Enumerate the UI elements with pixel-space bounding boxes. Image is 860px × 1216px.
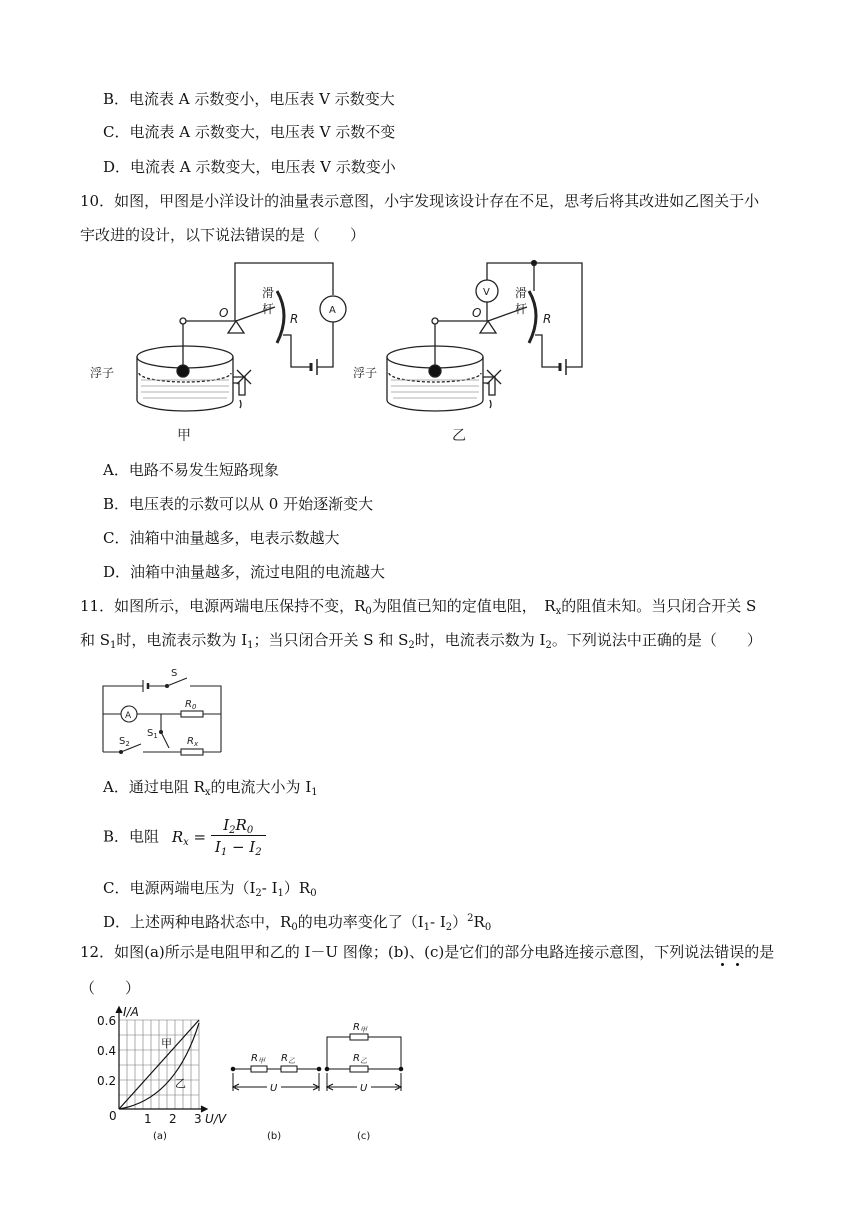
q11-stem-line1: 11．如图所示，电源两端电压保持不变，$R_0$为阻值已知的定值电阻， $R_x$的阻值未知。当只闭合开关 S (80, 597, 757, 617)
q11-option-d: D．上述两种电路状态中，$R_0$的电功率变化了（$I_1-$ $I_2)^2R_0$ (103, 913, 492, 933)
float-label: 浮子 (90, 366, 115, 380)
q9-option-d: D．电流表 A 示数变大，电压表 V 示数变小 (103, 158, 396, 176)
slide-label-bottom: 杆 (262, 302, 275, 316)
pivot-o-label-2: O (472, 306, 482, 320)
y-tick-02: 0.2 (97, 1074, 117, 1088)
q11-option-a: A．通过电阻 $R_x$的电流大小为 $I_1$ (103, 778, 318, 798)
pivot-o-label: O (219, 306, 229, 320)
q10-stem-line2: 宇改进的设计，以下说法错误的是（ ） (80, 226, 366, 244)
caption-yi: 乙 (452, 428, 466, 444)
origin-label: 0 (109, 1109, 117, 1123)
q10-option-a: A．电路不易发生短路现象 (103, 461, 279, 479)
fig-jia (137, 263, 346, 411)
r-yi-label-b: $R_乙$ (281, 1053, 295, 1065)
q12-stem-line2: （ ） (80, 979, 141, 997)
q11-option-c: C．电源两端电压为（$I_2-$ $I_1)R_0$ (103, 879, 317, 899)
q11-circuit (95, 662, 230, 762)
r0-label: $R_0$ (185, 699, 197, 711)
caption-jia: 甲 (177, 428, 191, 444)
y-axis-label: I/A (123, 1005, 139, 1019)
q10-stem-line1: 10．如图，甲图是小洋设计的油量表示意图，小宇发现该设计存在不足，思考后将其改进如乙图关于小 (80, 192, 760, 210)
curve-yi-label: 乙 (175, 1077, 186, 1090)
x-tick-1: 1 (144, 1112, 152, 1126)
ammeter-label: A (329, 305, 336, 316)
y-tick-06: 0.6 (97, 1014, 117, 1028)
resistor-r-label-2: R (543, 312, 552, 326)
float-label-2: 浮子 (353, 366, 378, 380)
q12-stem-line1: 12．如图(a)所示是电阻甲和乙的 I－U 图像；(b)、(c)是它们的部分电路连接示意图，下列说法错误的是 (80, 943, 775, 961)
r-yi-label-c: $R_乙$ (353, 1053, 367, 1065)
voltmeter-label: V (483, 287, 490, 298)
caption-c: (c) (357, 1131, 371, 1142)
rx-label: $R_x$ (187, 736, 199, 748)
slide-label-top-2: 滑 (515, 286, 528, 300)
q9-option-c: C．电流表 A 示数变大，电压表 V 示数不变 (103, 123, 396, 141)
parallel-circuit-c (325, 1022, 403, 1142)
caption-b: (b) (267, 1131, 282, 1142)
x-tick-2: 2 (169, 1112, 177, 1126)
curve-jia-label: 甲 (161, 1037, 172, 1050)
r-jia-label-b: $R_甲$ (251, 1053, 265, 1065)
q12-figure (97, 1005, 415, 1145)
r-jia-label-c: $R_甲$ (353, 1022, 367, 1034)
fig-yi (387, 261, 582, 412)
switch-s2-label: $S_2$ (119, 736, 130, 748)
switch-s1-label: $S_1$ (147, 728, 158, 740)
q10-option-c: C．油箱中油量越多，电表示数越大 (103, 529, 340, 547)
u-label-b: U (270, 1083, 278, 1094)
y-tick-04: 0.4 (97, 1044, 117, 1058)
switch-s-label: S (171, 668, 178, 679)
u-label-c: U (360, 1083, 368, 1094)
q11-stem-line2: 和 $S_1$时，电流表示数为 $I_1$；当只闭合开关 S 和 $S_2$时，电流表示数为 $I_2$。下列说法中正确的是（ ） (80, 631, 762, 651)
x-tick-3: 3 (194, 1112, 202, 1126)
series-circuit-b (231, 1053, 321, 1142)
x-axis-label: U/V (205, 1112, 227, 1126)
slide-label-bottom-2: 杆 (515, 302, 528, 316)
caption-a: (a) (153, 1131, 167, 1142)
iu-graph (97, 1005, 227, 1142)
ammeter-a-label: A (125, 711, 132, 721)
q10-option-b: B．电压表的示数可以从 0 开始逐渐变大 (103, 495, 374, 513)
q11-option-b: B．电阻 $R_x$ = $\frac{I_2R_0}{I_1 - I_2}$ (103, 815, 266, 861)
q9-option-b: B．电流表 A 示数变小，电压表 V 示数变大 (103, 90, 395, 108)
slide-label-top: 滑 (262, 286, 275, 300)
rx-formula: $\frac{I_2R_0}{I_1 - I_2}$ (211, 815, 266, 858)
resistor-r-label: R (290, 312, 299, 326)
q10-option-d: D．油箱中油量越多，流过电阻的电流越大 (103, 563, 386, 581)
q10-figure (85, 255, 595, 450)
